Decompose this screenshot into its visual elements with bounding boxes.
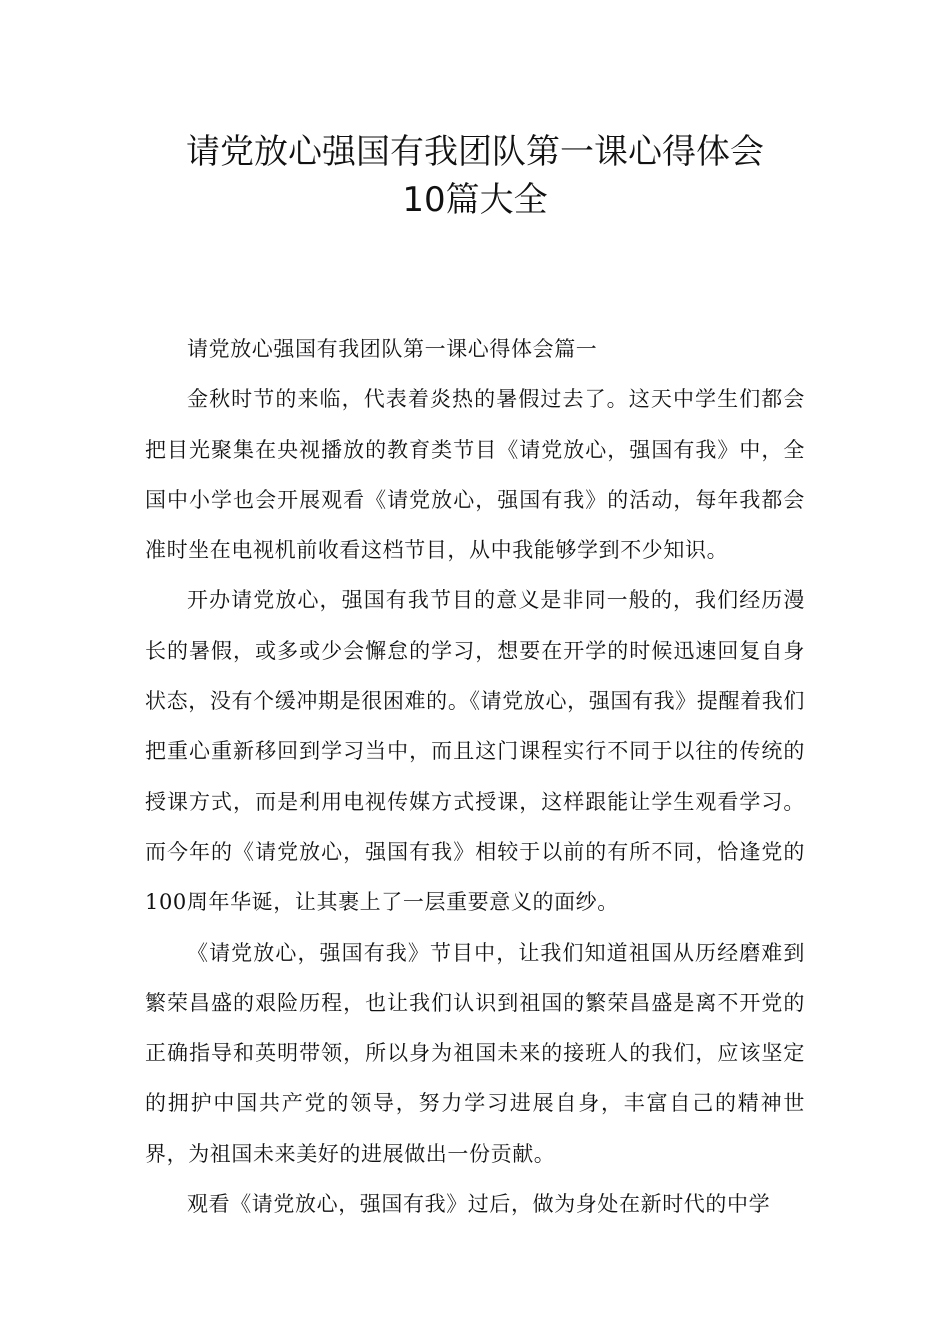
section-heading: 请党放心强国有我团队第一课心得体会篇一: [187, 337, 598, 361]
paragraph: 金秋时节的来临，代表着炎热的暑假过去了。这天中学生们都会把目光聚集在央视播放的教育类节目《请党放心，强国有我》中，全国中小学也会开展观看《请党放心，强国有我》的活动，每年我都会准时坐在电视机前收看这档节目，从中我能够学到不少知识。: [145, 387, 805, 563]
title-line-1: 请党放心强国有我团队第一课心得体会: [186, 132, 764, 172]
paragraph: 《请党放心，强国有我》节目中，让我们知道祖国从历经磨难到繁荣昌盛的艰险历程，也让我们认识到祖国的繁荣昌盛是离不开党的正确指导和英明带领，所以身为祖国未来的接班人的我们，应该坚定的拥护中国共产党的领导，努力学习进展自身，丰富自己的精神世界，为祖国未来美好的进展做出一份贡献。: [145, 940, 805, 1166]
paragraph: 观看《请党放心，强国有我》过后，做为身处在新时代的中学: [187, 1192, 771, 1217]
title-line-2: 10篇大全: [402, 180, 548, 220]
document-title: [120, 128, 830, 224]
document-body: [145, 324, 805, 1229]
paragraph: 开办请党放心，强国有我节目的意义是非同一般的，我们经历漫长的暑假，或多或少会懈怠的学习，想要在开学的时候迅速回复自身状态，没有个缓冲期是很困难的。《请党放心，强国有我》提醒着我们把重心重新移回到学习当中，而且这门课程实行不同于以往的传统的授课方式，而是利用电视传媒方式授课，这样跟能让学生观看学习。而今年的《请党放心，强国有我》相较于以前的有所不同，恰逢党的100周年华诞，让其裹上了一层重要意义的面纱。: [145, 588, 805, 915]
